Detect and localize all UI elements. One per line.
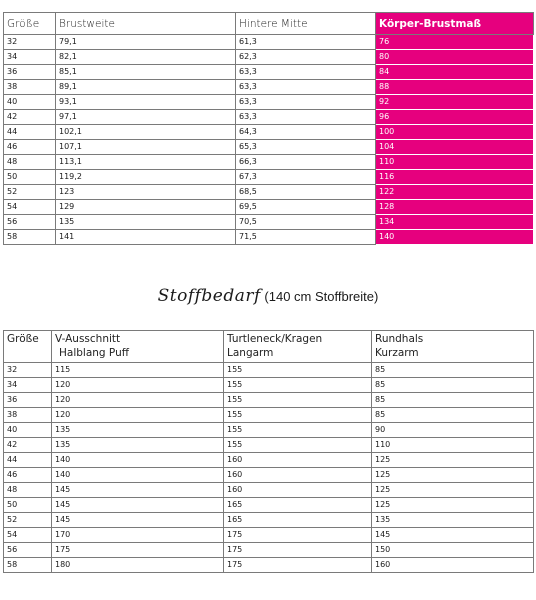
size-cell: 54 [4, 528, 52, 543]
back-center-cell: 70,5 [236, 215, 376, 230]
vneck-cell: 120 [52, 408, 224, 423]
table-row [4, 378, 534, 393]
chest-width-cell: 97,1 [56, 110, 236, 125]
size-cell: 58 [4, 558, 52, 573]
roundneck-cell: 85 [372, 363, 534, 378]
turtleneck-cell: 175 [224, 528, 372, 543]
body-bust-cell: 128 [376, 200, 534, 215]
size-cell: 34 [4, 50, 56, 65]
header-body-bust: Körper-Brustmaß [376, 13, 534, 35]
size-cell: 50 [4, 498, 52, 513]
back-center-cell: 67,3 [236, 170, 376, 185]
turtleneck-cell: 160 [224, 453, 372, 468]
size-cell: 34 [4, 378, 52, 393]
chest-width-cell: 123 [56, 185, 236, 200]
turtleneck-cell: 155 [224, 423, 372, 438]
table-row [4, 50, 534, 65]
chest-width-cell: 102,1 [56, 125, 236, 140]
vneck-cell: 145 [52, 513, 224, 528]
size-cell: 36 [4, 393, 52, 408]
roundneck-cell: 160 [372, 558, 534, 573]
table-row [4, 408, 534, 423]
size-cell: 52 [4, 513, 52, 528]
back-center-cell: 63,3 [236, 65, 376, 80]
chest-width-cell: 141 [56, 230, 236, 245]
table-row [4, 513, 534, 528]
table-row [4, 393, 534, 408]
fabric-header-roundneck-line2: Kurzarm [375, 347, 419, 359]
turtleneck-cell: 155 [224, 393, 372, 408]
table-row [4, 200, 534, 215]
table-row [4, 80, 534, 95]
back-center-cell: 62,3 [236, 50, 376, 65]
turtleneck-cell: 175 [224, 543, 372, 558]
vneck-cell: 145 [52, 498, 224, 513]
table-row [4, 453, 534, 468]
table-row [4, 528, 534, 543]
turtleneck-cell: 165 [224, 498, 372, 513]
table-row [4, 35, 534, 50]
header-back-center: Hintere Mitte [236, 13, 376, 35]
roundneck-cell: 125 [372, 453, 534, 468]
vneck-cell: 120 [52, 378, 224, 393]
back-center-cell: 65,3 [236, 140, 376, 155]
chest-width-cell: 119,2 [56, 170, 236, 185]
body-bust-cell: 84 [376, 65, 534, 80]
vneck-cell: 175 [52, 543, 224, 558]
chest-width-cell: 93,1 [56, 95, 236, 110]
turtleneck-cell: 155 [224, 438, 372, 453]
chest-width-cell: 135 [56, 215, 236, 230]
table-row [4, 543, 534, 558]
fabric-body [4, 363, 534, 573]
table-row [4, 438, 534, 453]
body-bust-cell: 122 [376, 185, 534, 200]
body-bust-cell: 100 [376, 125, 534, 140]
body-bust-cell: 88 [376, 80, 534, 95]
turtleneck-cell: 165 [224, 513, 372, 528]
roundneck-cell: 90 [372, 423, 534, 438]
fabric-table [3, 330, 534, 573]
table-row [4, 230, 534, 245]
body-bust-cell: 116 [376, 170, 534, 185]
table-row [4, 140, 534, 155]
roundneck-cell: 125 [372, 498, 534, 513]
body-bust-cell: 92 [376, 95, 534, 110]
size-cell: 54 [4, 200, 56, 215]
fabric-heading-rest: (140 cm Stoffbreite) [260, 289, 379, 304]
fabric-header-size-line1: Größe [7, 333, 39, 345]
table-row [4, 110, 534, 125]
roundneck-cell: 150 [372, 543, 534, 558]
size-cell: 32 [4, 363, 52, 378]
size-cell: 38 [4, 80, 56, 95]
body-bust-cell: 110 [376, 155, 534, 170]
fabric-header-roundneck [372, 331, 534, 363]
body-bust-cell: 76 [376, 35, 534, 50]
vneck-cell: 140 [52, 468, 224, 483]
vneck-cell: 135 [52, 423, 224, 438]
fabric-header-turtleneck [224, 331, 372, 363]
roundneck-cell: 145 [372, 528, 534, 543]
fabric-header-vneck-line1: V-Ausschnitt [55, 333, 121, 345]
turtleneck-cell: 155 [224, 408, 372, 423]
fabric-heading [0, 286, 536, 306]
roundneck-cell: 85 [372, 393, 534, 408]
roundneck-cell: 110 [372, 438, 534, 453]
vneck-cell: 170 [52, 528, 224, 543]
turtleneck-cell: 160 [224, 468, 372, 483]
size-cell: 38 [4, 408, 52, 423]
vneck-cell: 135 [52, 438, 224, 453]
table-row [4, 498, 534, 513]
fabric-heading-script: Stoffbedarf [157, 286, 261, 306]
turtleneck-cell: 160 [224, 483, 372, 498]
back-center-cell: 66,3 [236, 155, 376, 170]
body-bust-cell: 80 [376, 50, 534, 65]
vneck-cell: 180 [52, 558, 224, 573]
back-center-cell: 68,5 [236, 185, 376, 200]
size-cell: 52 [4, 185, 56, 200]
body-bust-cell: 96 [376, 110, 534, 125]
table-row [4, 423, 534, 438]
vneck-cell: 145 [52, 483, 224, 498]
size-cell: 32 [4, 35, 56, 50]
roundneck-cell: 135 [372, 513, 534, 528]
chest-width-cell: 82,1 [56, 50, 236, 65]
size-cell: 50 [4, 170, 56, 185]
size-cell: 42 [4, 438, 52, 453]
vneck-cell: 120 [52, 393, 224, 408]
roundneck-cell: 125 [372, 483, 534, 498]
back-center-cell: 63,3 [236, 95, 376, 110]
size-cell: 56 [4, 543, 52, 558]
vneck-cell: 140 [52, 453, 224, 468]
size-cell: 44 [4, 125, 56, 140]
back-center-cell: 71,5 [236, 230, 376, 245]
roundneck-cell: 85 [372, 408, 534, 423]
header-size: Größe [4, 13, 56, 35]
size-cell: 40 [4, 423, 52, 438]
size-cell: 48 [4, 155, 56, 170]
size-cell: 40 [4, 95, 56, 110]
chest-width-cell: 107,1 [56, 140, 236, 155]
table-row [4, 468, 534, 483]
table-row [4, 95, 534, 110]
size-cell: 46 [4, 468, 52, 483]
fabric-header-vneck [52, 331, 224, 363]
table-row [4, 185, 534, 200]
size-cell: 58 [4, 230, 56, 245]
vneck-cell: 115 [52, 363, 224, 378]
table-row [4, 215, 534, 230]
table-row [4, 558, 534, 573]
back-center-cell: 64,3 [236, 125, 376, 140]
fabric-header-turtleneck-line2: Langarm [227, 347, 274, 359]
fabric-header-row [4, 331, 534, 363]
chest-width-cell: 85,1 [56, 65, 236, 80]
measurements-header-row [4, 13, 534, 35]
turtleneck-cell: 175 [224, 558, 372, 573]
fabric-header-turtleneck-line1: Turtleneck/Kragen [227, 333, 323, 345]
chest-width-cell: 89,1 [56, 80, 236, 95]
chest-width-cell: 79,1 [56, 35, 236, 50]
size-cell: 46 [4, 140, 56, 155]
chest-width-cell: 113,1 [56, 155, 236, 170]
turtleneck-cell: 155 [224, 378, 372, 393]
chest-width-cell: 129 [56, 200, 236, 215]
header-chest-width: Brustweite [56, 13, 236, 35]
table-row [4, 363, 534, 378]
back-center-cell: 61,3 [236, 35, 376, 50]
size-cell: 56 [4, 215, 56, 230]
body-bust-cell: 134 [376, 215, 534, 230]
measurements-table [3, 12, 534, 245]
fabric-header-roundneck-line1: Rundhals [375, 333, 424, 345]
table-row [4, 483, 534, 498]
table-row [4, 170, 534, 185]
roundneck-cell: 125 [372, 468, 534, 483]
size-cell: 42 [4, 110, 56, 125]
back-center-cell: 63,3 [236, 110, 376, 125]
body-bust-cell: 104 [376, 140, 534, 155]
table-row [4, 155, 534, 170]
roundneck-cell: 85 [372, 378, 534, 393]
fabric-header-size [4, 331, 52, 363]
turtleneck-cell: 155 [224, 363, 372, 378]
size-cell: 36 [4, 65, 56, 80]
body-bust-cell: 140 [376, 230, 534, 245]
measurements-body [4, 35, 534, 245]
back-center-cell: 63,3 [236, 80, 376, 95]
back-center-cell: 69,5 [236, 200, 376, 215]
table-row [4, 65, 534, 80]
size-cell: 48 [4, 483, 52, 498]
size-cell: 44 [4, 453, 52, 468]
table-row [4, 125, 534, 140]
fabric-header-vneck-line2: Halblang Puff [59, 347, 129, 359]
